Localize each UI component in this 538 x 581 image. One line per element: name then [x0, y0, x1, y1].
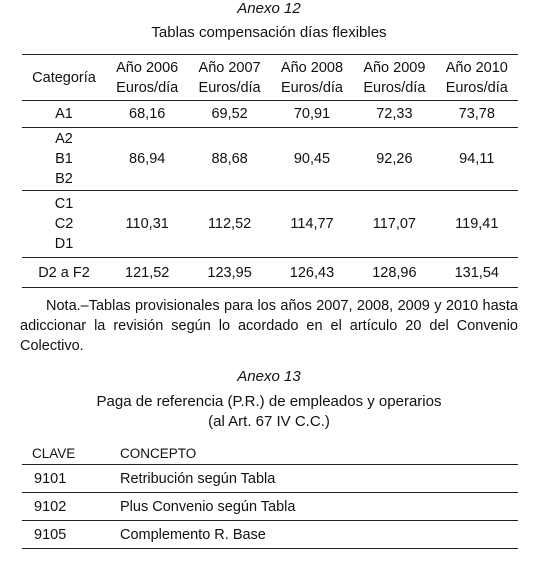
- value-cell: 73,78: [458, 106, 495, 122]
- annex-13-caption-line2: (al Art. 67 IV C.C.): [208, 413, 330, 430]
- header-unit: Euros/día: [116, 79, 179, 96]
- clave-cell: 9105: [34, 526, 67, 543]
- table-row: [22, 191, 518, 258]
- value-cell: 88,68: [211, 151, 248, 167]
- annex-12-caption: Tablas compensación días flexibles: [151, 24, 387, 41]
- header-year: Año 2009: [363, 59, 426, 76]
- clave-cell: 9101: [34, 470, 67, 487]
- table-header-row: [22, 442, 518, 465]
- table-row: [22, 521, 518, 549]
- annex-13-title: Anexo 13: [237, 368, 301, 385]
- table-row: [22, 465, 518, 493]
- header-year-2006: [106, 55, 188, 101]
- header-clave: CLAVE: [32, 445, 76, 461]
- value-cell: 123,95: [207, 264, 252, 281]
- category-code: A2: [55, 131, 73, 147]
- header-year: Año 2010: [445, 59, 508, 76]
- flexible-days-table: [22, 54, 518, 288]
- value-cell: 86,94: [129, 151, 166, 167]
- value-cell: 112,52: [207, 216, 252, 232]
- category-cell: [22, 101, 106, 128]
- value-cell: 72,33: [376, 106, 413, 122]
- category-code: B1: [55, 151, 73, 167]
- clave-cell: 9102: [34, 498, 67, 515]
- value-cell: 92,26: [376, 151, 413, 167]
- header-year: Año 2008: [280, 59, 344, 76]
- category-cell: [22, 128, 106, 191]
- value-cell: 70,91: [293, 106, 331, 122]
- category-code: D1: [54, 236, 74, 252]
- concepto-cell: Retribución según Tabla: [120, 470, 276, 487]
- category-code: D2 a F2: [38, 264, 90, 281]
- header-year: Año 2007: [198, 59, 261, 76]
- value-cell: 110,31: [125, 216, 169, 232]
- header-concepto: CONCEPTO: [120, 445, 197, 461]
- table-row: [22, 493, 518, 521]
- table-row: [22, 258, 518, 288]
- header-unit: Euros/día: [280, 79, 344, 96]
- provisional-tables-note: Nota.–Tablas provisionales para los años 2007, 2008, 2009 y 2010 hasta adiccionar la revisión según lo acordado en el artículo 20 del Convenio Colectivo.: [20, 298, 518, 354]
- value-cell: 126,43: [289, 264, 335, 281]
- table-header-row: [22, 55, 518, 101]
- concepto-cell: Complemento R. Base: [120, 526, 266, 543]
- table-row: [22, 128, 518, 191]
- concepto-cell: Plus Convenio según Tabla: [120, 498, 296, 515]
- category-code: A1: [55, 106, 73, 122]
- annex-12-title: Anexo 12: [237, 0, 301, 17]
- value-cell: 117,07: [372, 216, 416, 232]
- value-cell: 68,16: [129, 106, 166, 122]
- value-cell: 69,52: [211, 106, 248, 122]
- value-cell: 121,52: [125, 264, 170, 281]
- header-unit: Euros/día: [363, 79, 426, 96]
- annex-13-caption-line1: Paga de referencia (P.R.) de empleados y operarios: [96, 393, 442, 410]
- header-year-2009: [353, 55, 435, 101]
- value-cell: 119,41: [455, 216, 499, 232]
- table-row: [22, 101, 518, 128]
- header-year-2008: [271, 55, 353, 101]
- category-cell: [22, 258, 106, 288]
- category-code: C1: [54, 196, 74, 212]
- header-year-2007: [188, 55, 270, 101]
- value-cell: 114,77: [290, 216, 334, 232]
- value-cell: 90,45: [293, 151, 331, 167]
- category-code: C2: [54, 216, 74, 232]
- value-cell: 94,11: [459, 151, 495, 167]
- header-unit: Euros/día: [445, 79, 508, 96]
- category-cell: [22, 191, 106, 258]
- value-cell: 128,96: [372, 264, 417, 281]
- category-code: B2: [55, 171, 73, 187]
- value-cell: 131,54: [454, 264, 499, 281]
- reference-pay-table: [22, 442, 518, 549]
- header-unit: Euros/día: [198, 79, 261, 96]
- header-year: Año 2006: [116, 59, 179, 76]
- header-year-2010: [436, 55, 518, 101]
- header-category: Categoría: [32, 69, 96, 86]
